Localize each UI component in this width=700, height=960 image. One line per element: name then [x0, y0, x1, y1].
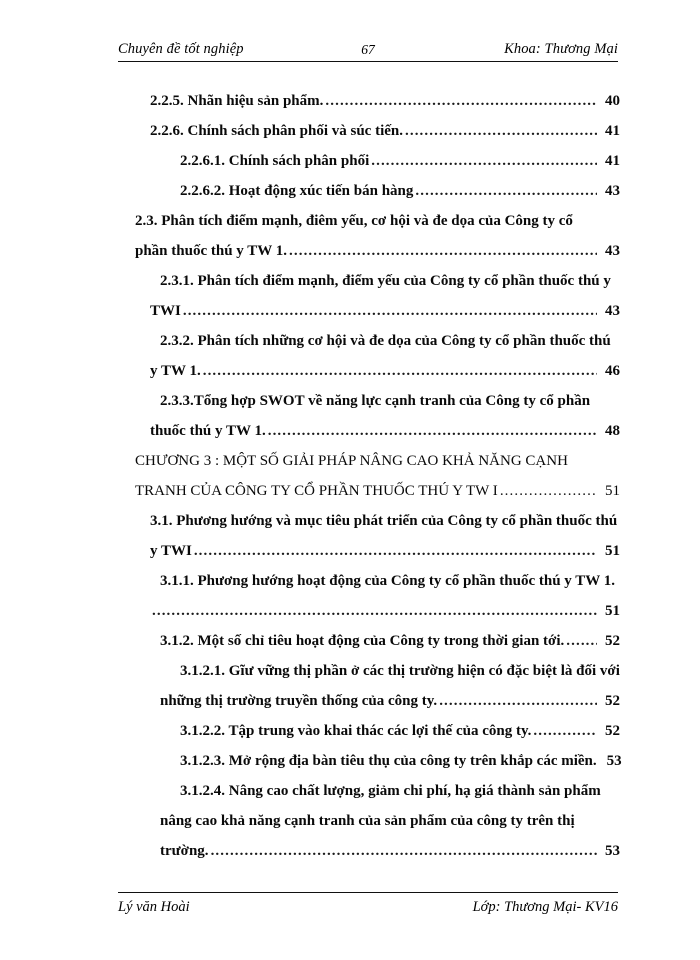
toc-dot-leader	[183, 296, 597, 326]
toc-entry-text: 2.3. Phân tích điểm mạnh, điêm yếu, cơ hội và đe dọa của Công ty cổ	[135, 213, 573, 229]
toc-entry[interactable]	[180, 176, 700, 206]
toc-entry-text: 3.1.2.4. Nâng cao chất lượng, giảm chi phí, hạ giá thành sản phẩm	[180, 783, 601, 799]
toc-dot-leader	[415, 176, 597, 206]
toc-entry-line	[160, 626, 620, 656]
toc-entry-line	[150, 296, 620, 326]
footer-left-text: Lý văn Hoài	[118, 899, 190, 915]
toc-dot-leader	[325, 86, 597, 116]
toc-dot-leader	[194, 536, 597, 566]
toc-entry-line	[135, 446, 620, 476]
toc-entry-text: 2.3.1. Phân tích điểm mạnh, điểm yếu của Công ty cổ phần thuốc thú y	[160, 273, 611, 289]
toc-entry-text: 3.1.2.3. Mở rộng địa bàn tiêu thụ của công ty trên khắp các miền.	[180, 753, 597, 769]
toc-entry-line	[150, 506, 620, 536]
toc-entry-line	[180, 176, 620, 206]
toc-entry-text: 2.2.6.1. Chính sách phân phối	[180, 153, 370, 169]
toc-entry[interactable]	[150, 116, 700, 146]
toc-page-number: 53	[605, 843, 620, 859]
toc-dot-leader	[566, 626, 597, 656]
toc-entry-text: 3.1.2.2. Tập trung vào khai thác các lợi thế của công ty.	[180, 723, 532, 739]
header-right-text: Khoa: Thương Mại	[504, 41, 618, 57]
toc-entry-line	[160, 836, 620, 866]
header-page-number: 67	[361, 42, 375, 57]
toc-entry-line	[160, 386, 620, 416]
toc-entry-text: 2.3.2. Phân tích những cơ hội và đe dọa của Công ty cổ phần thuốc thú	[160, 333, 611, 349]
toc-entry[interactable]	[135, 206, 700, 266]
toc-entry[interactable]	[160, 776, 700, 866]
toc-entry[interactable]	[150, 326, 700, 386]
toc-page-number: 52	[605, 723, 620, 739]
toc-entry-text: y TW 1.	[150, 363, 201, 379]
toc-page-number: 40	[605, 93, 620, 109]
toc-page-number: 51	[605, 483, 620, 499]
toc-entry-text: nâng cao khả năng cạnh tranh của sản phẩm của công ty trên thị	[160, 813, 575, 829]
page-footer-row	[118, 899, 618, 916]
toc-entry-text: TRANH CỦA CÔNG TY CỔ PHẦN THUỐC THÚ Y TW I	[135, 483, 498, 499]
toc-entry-line	[160, 566, 620, 596]
toc-entry-text: 3.1.2.1. Gĩư vững thị phần ở các thị trường hiện có đặc biệt là đối với	[180, 663, 620, 679]
toc-dot-leader	[405, 116, 597, 146]
toc-entry[interactable]	[180, 746, 700, 776]
toc-entry-line	[150, 356, 620, 386]
table-of-contents	[0, 86, 700, 866]
toc-dot-leader	[152, 596, 597, 626]
toc-entry-text: 3.1.1. Phương hướng hoạt động của Công ty cổ phần thuốc thú y TW 1.	[160, 573, 616, 589]
toc-dot-leader	[211, 836, 597, 866]
toc-entry-line	[160, 686, 620, 716]
toc-entry[interactable]	[150, 386, 700, 446]
toc-entry-text: trường.	[160, 843, 209, 859]
toc-entry[interactable]	[150, 506, 700, 566]
toc-entry[interactable]	[180, 716, 700, 746]
toc-entry-line	[135, 206, 620, 236]
toc-entry[interactable]	[150, 86, 700, 116]
toc-dot-leader	[371, 146, 597, 176]
toc-page-number: 43	[605, 183, 620, 199]
toc-dot-leader	[439, 686, 597, 716]
toc-dot-leader	[289, 236, 597, 266]
toc-entry[interactable]	[135, 446, 700, 506]
toc-entry[interactable]	[160, 656, 700, 716]
toc-page-number: 41	[605, 123, 620, 139]
toc-entry-line	[150, 416, 620, 446]
toc-entry-line	[150, 596, 620, 626]
toc-dot-leader	[268, 416, 597, 446]
header-rule	[118, 61, 618, 62]
page-footer	[118, 889, 618, 916]
toc-page-number: 43	[605, 303, 620, 319]
toc-entry-text: 3.1.2. Một số chỉ tiêu hoạt động của Công ty trong thời gian tới.	[160, 633, 565, 649]
toc-dot-leader	[203, 356, 597, 386]
toc-entry-text: 2.2.6. Chính sách phân phối và súc tiến.	[150, 123, 403, 139]
toc-dot-leader	[500, 476, 597, 506]
header-left-text: Chuyên đề tốt nghiệp	[118, 41, 244, 57]
toc-entry-text: 2.2.5. Nhãn hiệu sản phẩm.	[150, 93, 324, 109]
toc-entry-line	[180, 146, 620, 176]
toc-page-number: 52	[605, 633, 620, 649]
toc-entry[interactable]	[160, 626, 700, 656]
toc-entry-line	[160, 806, 620, 836]
toc-page-number: 51	[605, 543, 620, 559]
toc-entry-text: phần thuốc thú y TW 1.	[135, 243, 288, 259]
toc-entry-text: 3.1. Phương hướng và mục tiêu phát triển của Công ty cổ phần thuốc thú	[150, 513, 618, 529]
footer-rule	[118, 892, 618, 893]
toc-entry-line	[150, 86, 620, 116]
toc-entry-text: những thị trường truyền thống của công ty.	[160, 693, 438, 709]
toc-page-number: 52	[605, 693, 620, 709]
footer-right-text: Lớp: Thương Mại- KV16	[472, 899, 618, 915]
toc-entry-line	[160, 326, 620, 356]
toc-entry-line	[150, 116, 620, 146]
toc-entry-text: y TWI	[150, 543, 192, 559]
toc-entry[interactable]	[150, 266, 700, 326]
toc-entry-line	[180, 716, 620, 746]
toc-entry-text: CHƯƠNG 3 : MỘT SỐ GIẢI PHÁP NÂNG CAO KHẢ NĂNG CẠNH	[135, 453, 568, 469]
toc-entry-line	[160, 266, 620, 296]
toc-entry-text: thuốc thú y TW 1.	[150, 423, 266, 439]
toc-entry[interactable]	[180, 146, 700, 176]
toc-page-number: 53	[606, 753, 622, 769]
toc-entry-line	[180, 746, 620, 776]
toc-entry-text: 2.2.6.2. Hoạt động xúc tiến bán hàng	[180, 183, 414, 199]
toc-page-number: 41	[605, 153, 620, 169]
toc-entry-line	[180, 776, 620, 806]
page-header	[118, 36, 618, 62]
toc-entry-text: TWI	[150, 303, 181, 319]
toc-entry[interactable]	[160, 566, 700, 626]
page-header-row	[118, 36, 618, 58]
toc-entry-line	[135, 236, 620, 266]
toc-page-number: 48	[605, 423, 620, 439]
toc-page-number: 46	[605, 363, 620, 379]
toc-dot-leader	[533, 716, 597, 746]
toc-page-number: 51	[605, 603, 620, 619]
toc-entry-text: 2.3.3.Tổng hợp SWOT về năng lực cạnh tranh của Công ty cổ phần	[160, 393, 591, 409]
toc-page-number: 43	[605, 243, 620, 259]
toc-entry-line	[150, 536, 620, 566]
toc-entry-line	[135, 476, 620, 506]
toc-entry-line	[180, 656, 620, 686]
